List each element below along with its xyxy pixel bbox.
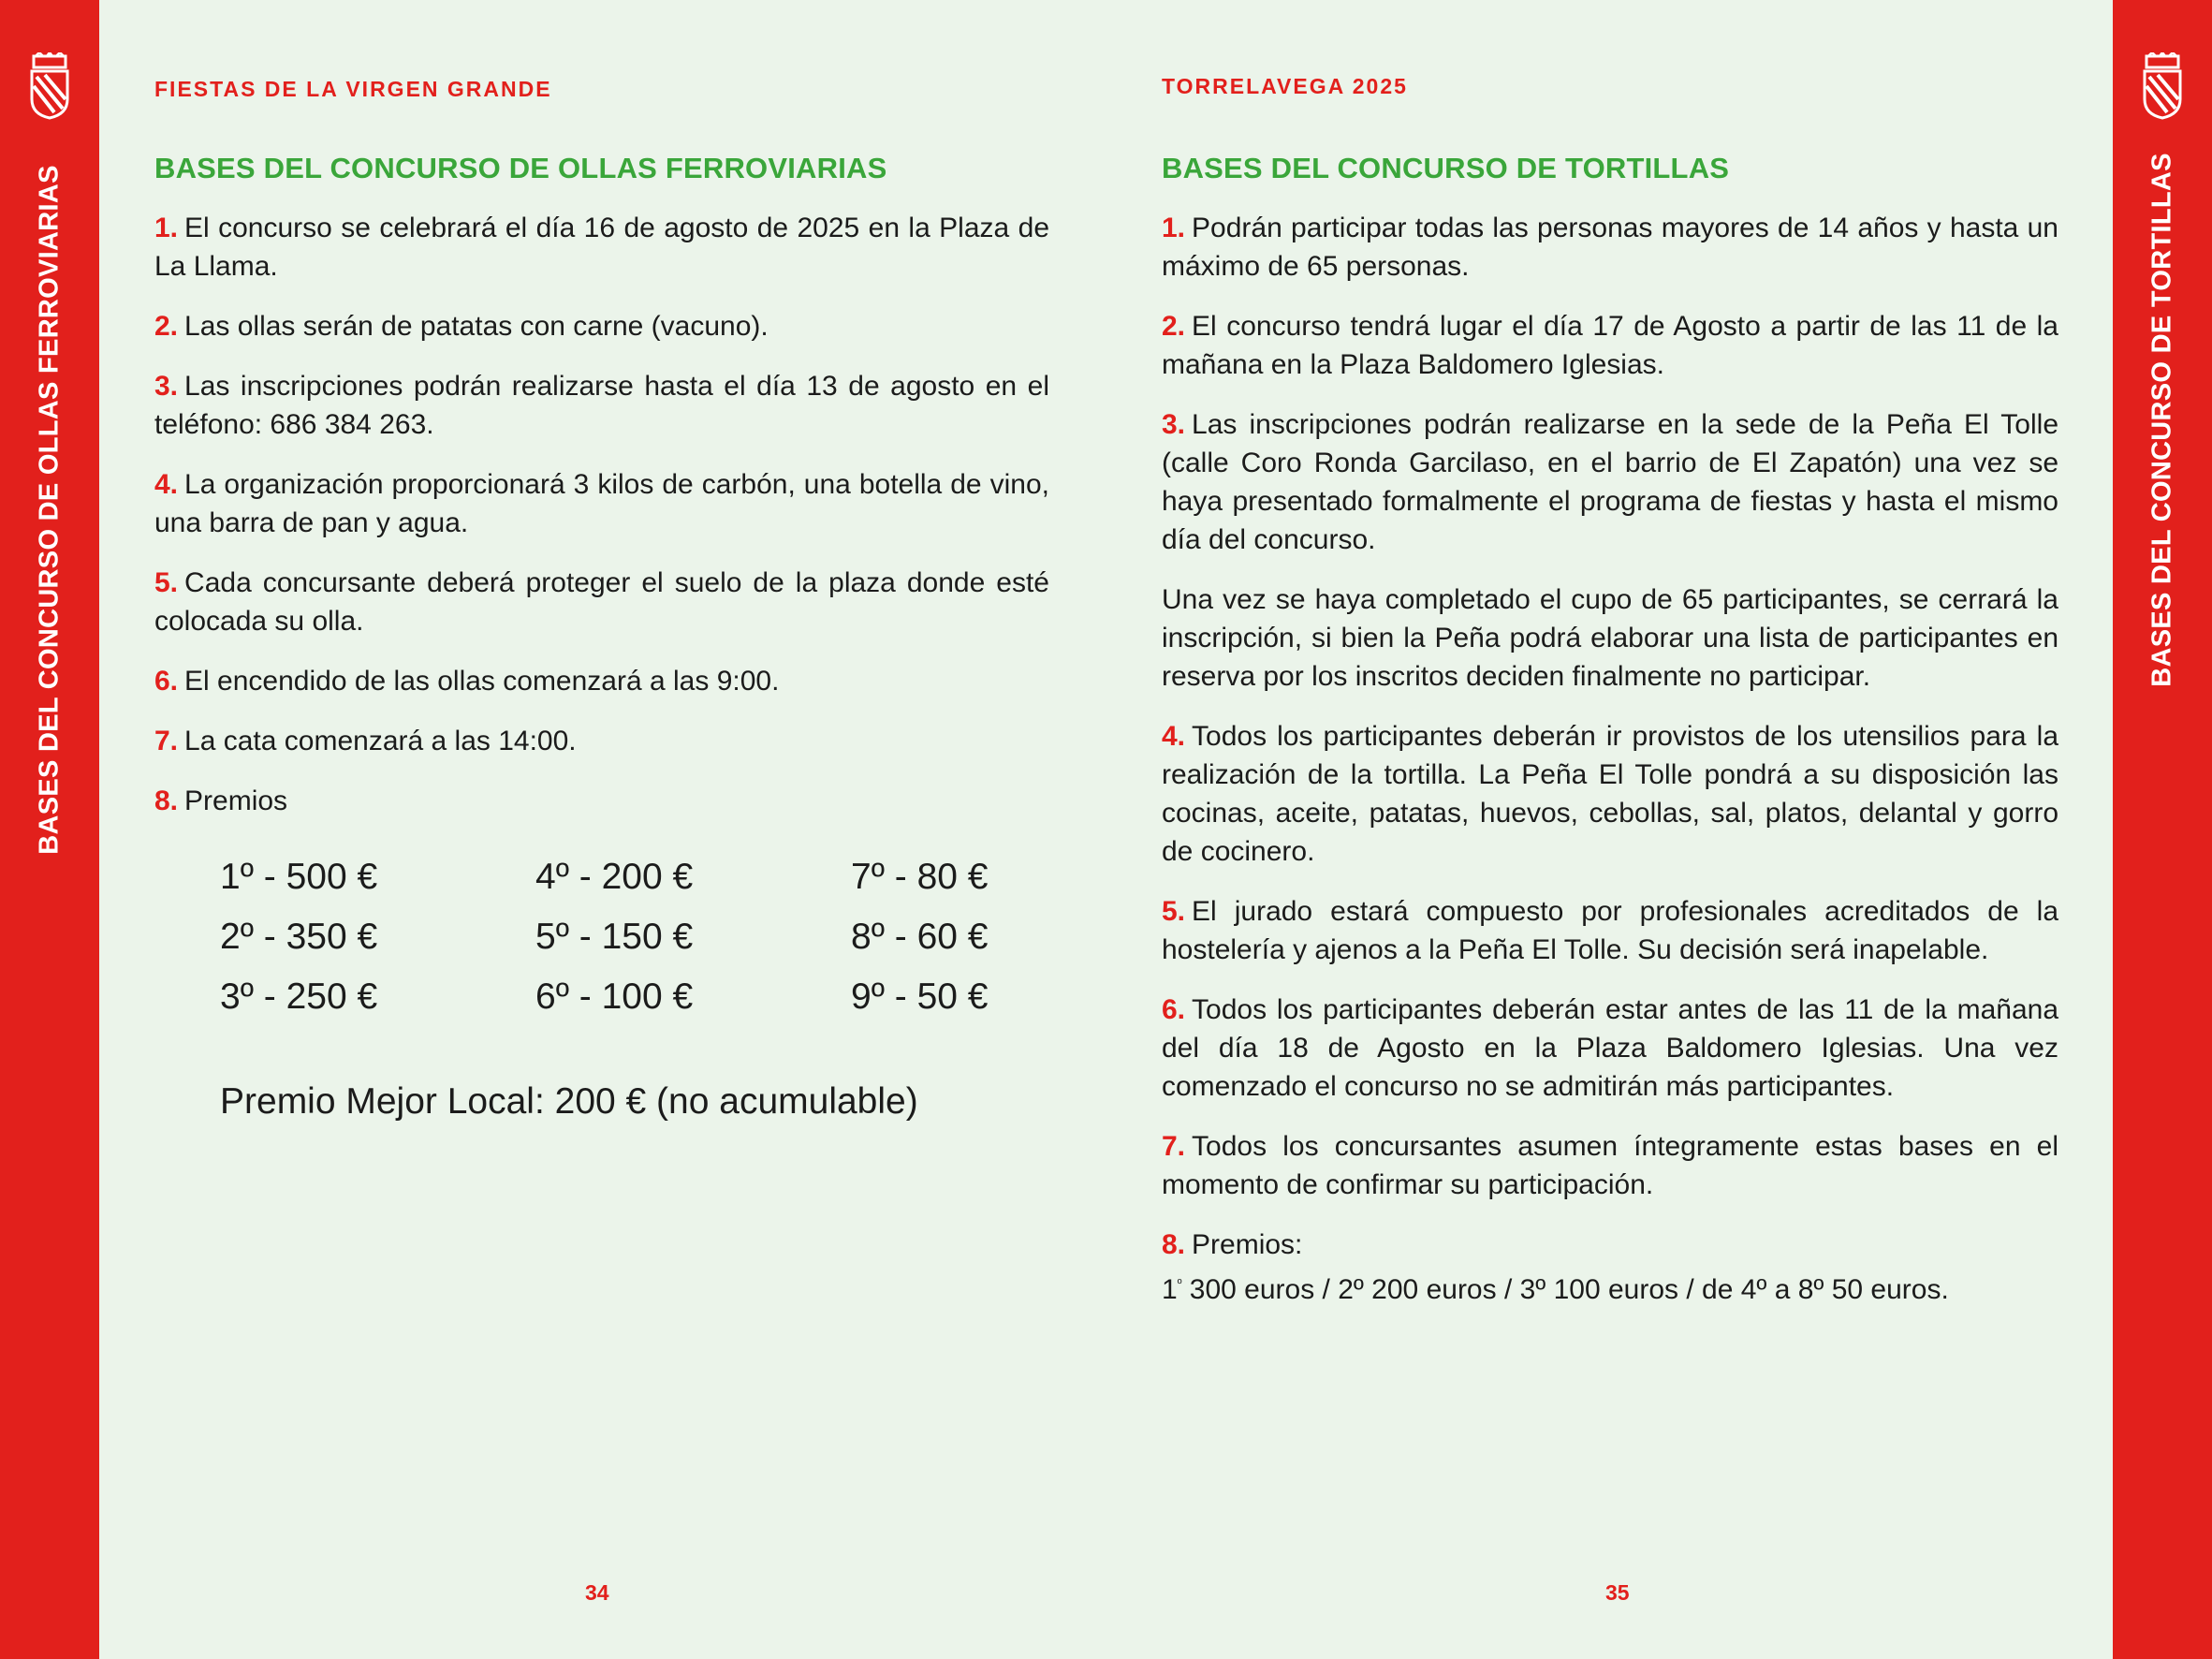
rule-number: 2.: [154, 311, 179, 342]
rule-number: 6.: [1162, 994, 1186, 1025]
prize-item: 6º - 100 €: [535, 976, 694, 1017]
rule-number: 5.: [1162, 896, 1186, 927]
side-band-left-title: BASES DEL CONCURSO DE OLLAS FERROVIARIAS: [34, 165, 65, 855]
prize-item: 5º - 150 €: [535, 917, 694, 957]
prize-item: 1º - 500 €: [220, 857, 378, 897]
rule-text: El encendido de las ollas comenzará a las 9:00.: [184, 666, 780, 697]
coat-of-arms-icon: [2141, 52, 2184, 120]
side-band-right: [2113, 0, 2212, 1659]
running-head: FIESTAS DE LA VIRGEN GRANDE: [154, 77, 552, 101]
rule-text: Las inscripciones podrán realizarse hasta el día 13 de agosto en el teléfono: 686 384 263.: [154, 371, 1049, 440]
prize-line-rest: 300 euros / 2º 200 euros / 3º 100 euros / de 4º a 8º 50 euros.: [1181, 1274, 1949, 1305]
prize-line: [1162, 1264, 2058, 1309]
rule-item: [1162, 1226, 2058, 1264]
rules-list: [154, 209, 1049, 842]
rule-text: Todos los concursantes asumen íntegramente estas bases en el momento de confirmar su participación.: [1162, 1131, 2058, 1200]
rule-item: [154, 465, 1049, 542]
section-title: BASES DEL CONCURSO DE OLLAS FERROVIARIAS: [154, 152, 887, 184]
best-local-prize: Premio Mejor Local: 200 € (no acumulable): [220, 1081, 918, 1122]
right-page: [1162, 0, 2058, 1659]
rule-item: [1162, 991, 2058, 1106]
rule-text: El concurso tendrá lugar el día 17 de Agosto a partir de las 11 de la mañana en la Plaza Baldomero Iglesias.: [1162, 311, 2058, 380]
rule-number: 2.: [1162, 311, 1186, 342]
rules-list: [1162, 209, 2058, 1330]
page-number: 35: [1605, 1580, 1630, 1605]
rule-text: Premios: [184, 785, 288, 816]
prize-item: 4º - 200 €: [535, 857, 694, 897]
prize-grid: [220, 854, 1006, 1020]
prize-item: 7º - 80 €: [851, 857, 989, 897]
rule-number: 8.: [154, 785, 179, 816]
prize-line-lead: 1: [1162, 1274, 1178, 1305]
rule-number: 1.: [154, 213, 179, 243]
rule-item: [154, 782, 1049, 820]
prize-item: 3º - 250 €: [220, 976, 378, 1017]
rule-text: Premios:: [1192, 1229, 1303, 1260]
section-title: BASES DEL CONCURSO DE TORTILLAS: [1162, 152, 1730, 184]
rule-item: [1162, 405, 2058, 559]
page-number: 34: [585, 1580, 609, 1605]
coat-of-arms-icon: [28, 52, 71, 120]
side-band-left: [0, 0, 99, 1659]
rule-item: [154, 209, 1049, 286]
rule-item: [1162, 1127, 2058, 1204]
rule-item: [1162, 892, 2058, 969]
prize-item: 2º - 350 €: [220, 917, 378, 957]
rule-text: La cata comenzará a las 14:00.: [184, 726, 577, 756]
rule-text: Todos los participantes deberán estar antes de las 11 de la mañana del día 18 de Agosto en la Plaza Baldomero Iglesias. Una vez comenzado el concurso no se admitirán más participantes.: [1162, 994, 2058, 1102]
rule-text: Todos los participantes deberán ir provistos de los utensilios para la realización de la tortilla. La Peña El Tolle pondrá a su disposición las cocinas, aceite, patatas, huevos, cebollas, sal, platos, delantal y gorro de cocinero.: [1162, 721, 2058, 867]
rule-text: Las ollas serán de patatas con carne (vacuno).: [184, 311, 769, 342]
rule-text: Una vez se haya completado el cupo de 65 participantes, se cerrará la inscripción, si bien la Peña podrá elaborar una lista de participantes en reserva por los inscritos deciden finalmente no participar.: [1162, 584, 2058, 692]
rule-text: Podrán participar todas las personas mayores de 14 años y hasta un máximo de 65 personas.: [1162, 213, 2058, 282]
rule-text: Las inscripciones podrán realizarse en la sede de la Peña El Tolle (calle Coro Ronda Garcilaso, en el barrio de El Zapatón) una vez se haya presentado formalmente el programa de fiestas y hasta el mismo día del concurso.: [1162, 409, 2058, 555]
rule-item: [1162, 209, 2058, 286]
rule-number: 6.: [154, 666, 179, 697]
rule-number: 4.: [1162, 721, 1186, 752]
rule-text: El concurso se celebrará el día 16 de agosto de 2025 en la Plaza de La Llama.: [154, 213, 1049, 282]
rule-number: 7.: [1162, 1131, 1186, 1162]
rule-item: [1162, 717, 2058, 871]
rule-item: [154, 367, 1049, 444]
rule-item: [154, 662, 1049, 700]
prize-item: 8º - 60 €: [851, 917, 989, 957]
prize-item: 9º - 50 €: [851, 976, 989, 1017]
rule-number: 7.: [154, 726, 179, 756]
rule-item: [154, 564, 1049, 640]
rule-number: 4.: [154, 469, 179, 500]
running-head: TORRELAVEGA 2025: [1162, 74, 1408, 98]
rule-paragraph: [1162, 580, 2058, 696]
rule-item: [154, 722, 1049, 760]
side-band-right-title: BASES DEL CONCURSO DE TORTILLAS: [2146, 153, 2177, 687]
rule-number: 1.: [1162, 213, 1186, 243]
rule-text: El jurado estará compuesto por profesionales acreditados de la hostelería y ajenos a la Peña El Tolle. Su decisión será inapelable.: [1162, 896, 2058, 965]
prize-line-sup: º: [1177, 1276, 1182, 1290]
left-page: [154, 0, 1049, 1659]
rule-number: 3.: [154, 371, 179, 402]
rule-number: 5.: [154, 567, 179, 598]
rule-number: 8.: [1162, 1229, 1186, 1260]
rule-number: 3.: [1162, 409, 1186, 440]
rule-item: [1162, 307, 2058, 384]
rule-item: [154, 307, 1049, 345]
rule-text: Cada concursante deberá proteger el suelo de la plaza donde esté colocada su olla.: [154, 567, 1049, 637]
rule-text: La organización proporcionará 3 kilos de carbón, una botella de vino, una barra de pan y agua.: [154, 469, 1049, 538]
